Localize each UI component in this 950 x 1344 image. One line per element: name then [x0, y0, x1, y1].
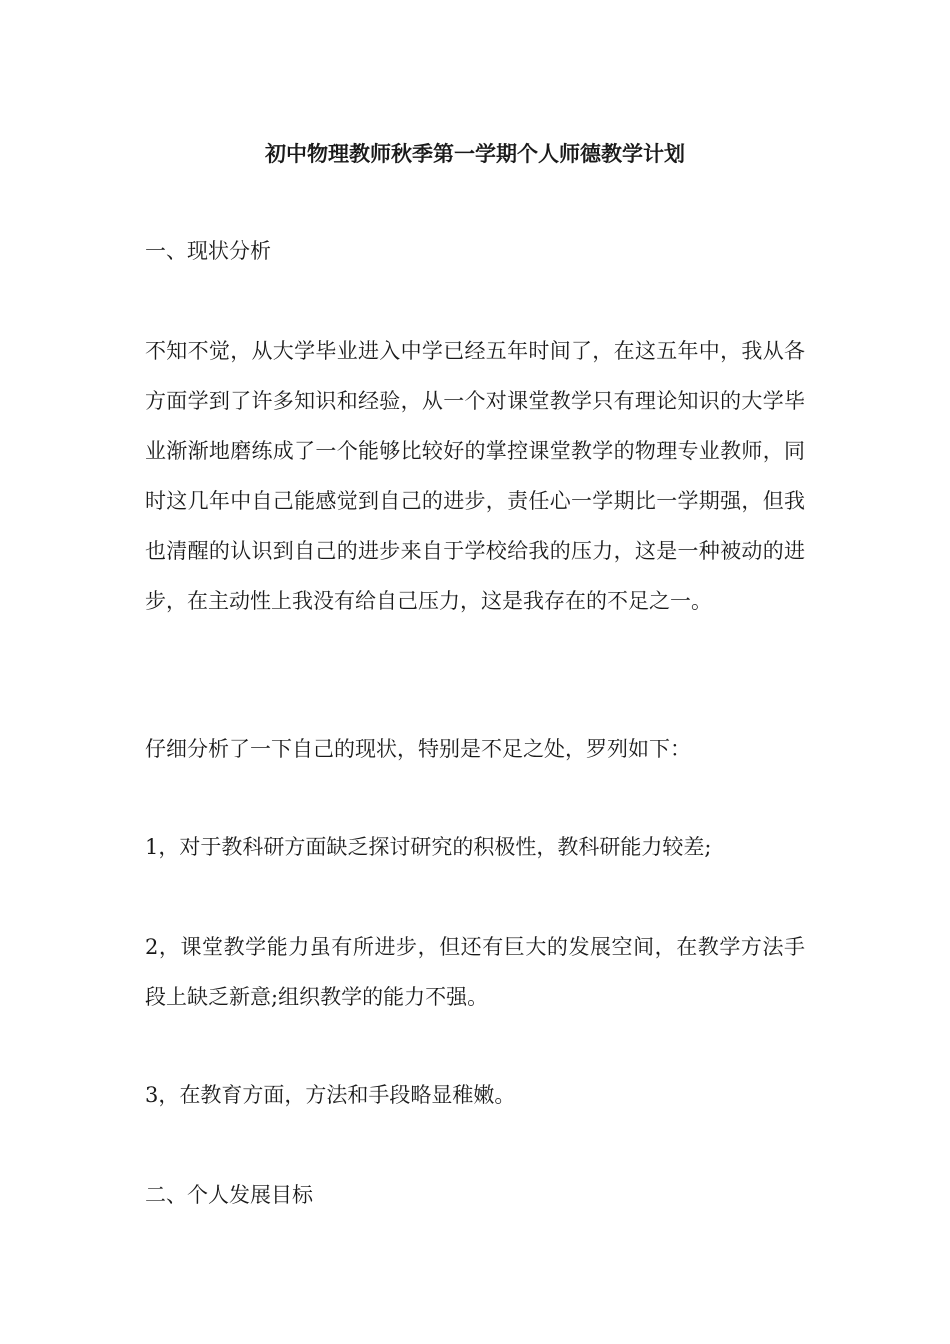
- intro-paragraph: 不知不觉，从大学毕业进入中学已经五年时间了，在这五年中，我从各方面学到了许多知识和经验，从一个对课堂教学只有理论知识的大学毕业渐渐地磨练成了一个能够比较好的掌控课堂教学的物理专业教师，同时这几年中自己能感觉到自己的进步，责任心一学期比一学期强，但我也清醒的认识到自己的进步来自于学校给我的压力，这是一种被动的进步，在主动性上我没有给自己压力，这是我存在的不足之一。: [145, 339, 805, 613]
- section-heading-personal-goals: 二、个人发展目标: [145, 1183, 313, 1207]
- list-item: 1，对于教科研方面缺乏探讨研究的积极性，教科研能力较差;: [145, 835, 712, 859]
- section-heading-status-analysis: 一、现状分析: [145, 239, 271, 263]
- list-item: 3，在教育方面，方法和手段略显稚嫩。: [145, 1083, 516, 1107]
- analysis-paragraph: 仔细分析了一下自己的现状，特别是不足之处，罗列如下：: [145, 737, 691, 761]
- document-title: 初中物理教师秋季第一学期个人师德教学计划: [265, 141, 685, 166]
- list-item: 2，课堂教学能力虽有所进步，但还有巨大的发展空间，在教学方法手段上缺乏新意;组织教学的能力不强。: [145, 935, 805, 1009]
